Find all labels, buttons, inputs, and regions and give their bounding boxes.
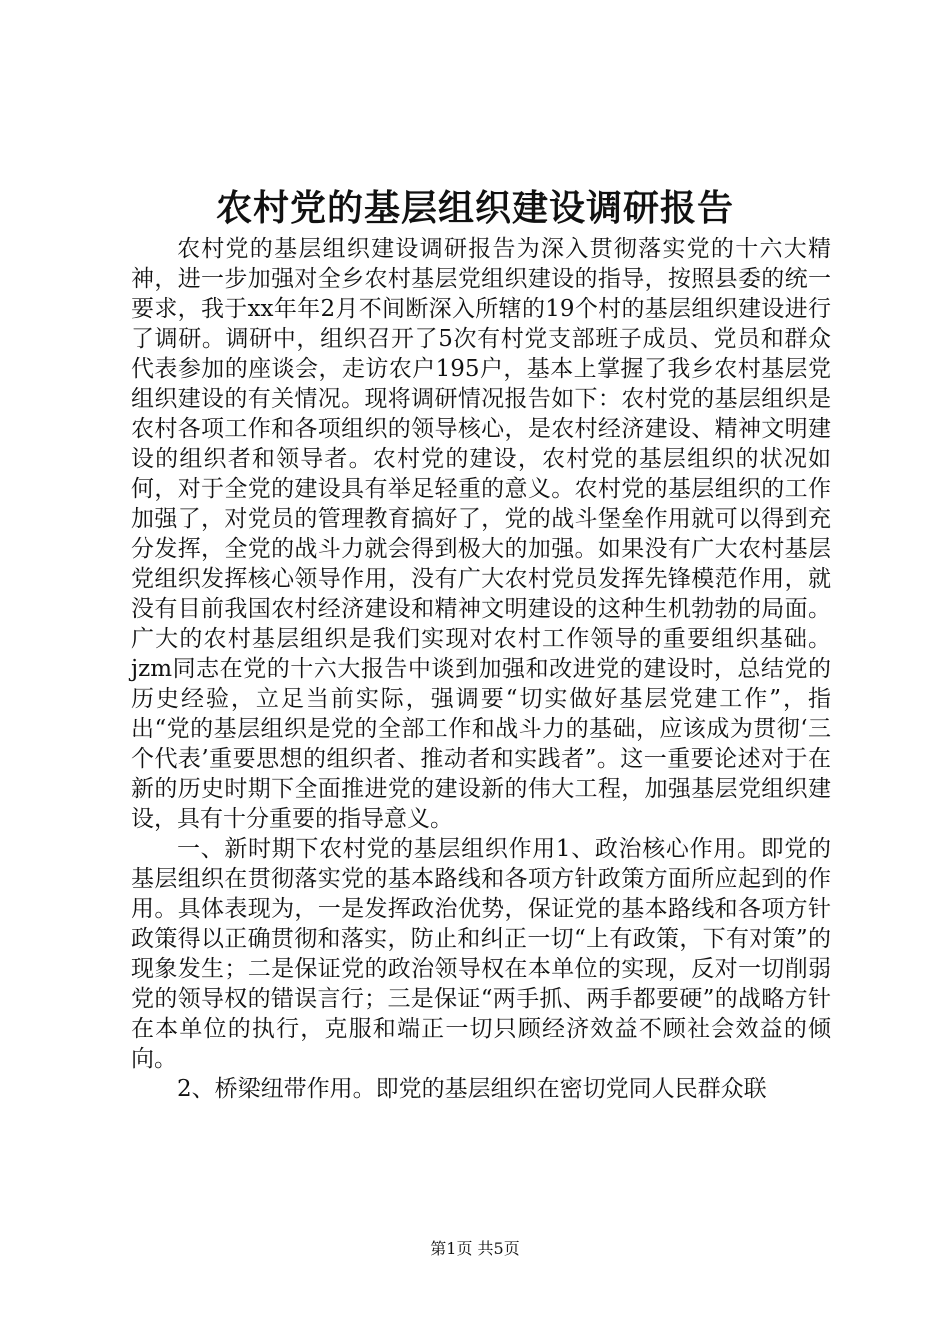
paragraph-section-two: 2、桥梁纽带作用。即党的基层组织在密切党同人民群众联	[177, 1076, 767, 1102]
document-body	[131, 234, 831, 1104]
document-title: 农村党的基层组织建设调研报告	[215, 187, 734, 229]
page-footer: 第1页 共5页	[430, 1239, 520, 1258]
paragraph-section-one: 一、新时期下农村党的基层组织作用1、政治核心作用。即党的基层组织在贯彻落实党的基本路线和各项方针政策方面所应起到的作用。具体表现为，一是发挥政治优势，保证党的基本路线和各项方针政策得以正确贯彻和落实，防止和纠正一切“上有政策，下有对策”的现象发生；二是保证党的政治领导权在本单位的实现，反对一切削弱党的领导权的错误言行；三是保证“两手抓、两手都要硬”的战略方针在本单位的执行，克服和端正一切只顾经济效益不顾社会效益的倾向。	[131, 836, 831, 1072]
paragraph-intro: 农村党的基层组织建设调研报告为深入贯彻落实党的十六大精神，进一步加强对全乡农村基层党组织建设的指导，按照县委的统一要求，我于xx年年2月不间断深入所辖的19个村的基层组织建设进行了调研。调研中，组织召开了5次有村党支部班子成员、党员和群众代表参加的座谈会，走访农户195户，基本上掌握了我乡农村基层党组织建设的有关情况。现将调研情况报告如下：农村党的基层组织是农村各项工作和各项组织的领导核心，是农村经济建设、精神文明建设的组织者和领导者。农村党的建设，农村党的基层组织的状况如何，对于全党的建设具有举足轻重的意义。农村党的基层组织的工作加强了，对党员的管理教育搞好了，党的战斗堡垒作用就可以得到充分发挥，全党的战斗力就会得到极大的加强。如果没有广大农村基层党组织发挥核心领导作用，没有广大农村党员发挥先锋模范作用，就没有目前我国农村经济建设和精神文明建设的这种生机勃勃的局面。广大的农村基层组织是我们实现对农村工作领导的重要组织基础。jzm同志在党的十六大报告中谈到加强和改进党的建设时，总结党的历史经验，立足当前实际，强调要“切实做好基层党建工作”，指出“党的基层组织是党的全部工作和战斗力的基础，应该成为贯彻‘三个代表’重要思想的组织者、推动者和实践者”。这一重要论述对于在新的历史时期下全面推进党的建设新的伟大工程，加强基层党组织建设，具有十分重要的指导意义。	[131, 236, 831, 832]
